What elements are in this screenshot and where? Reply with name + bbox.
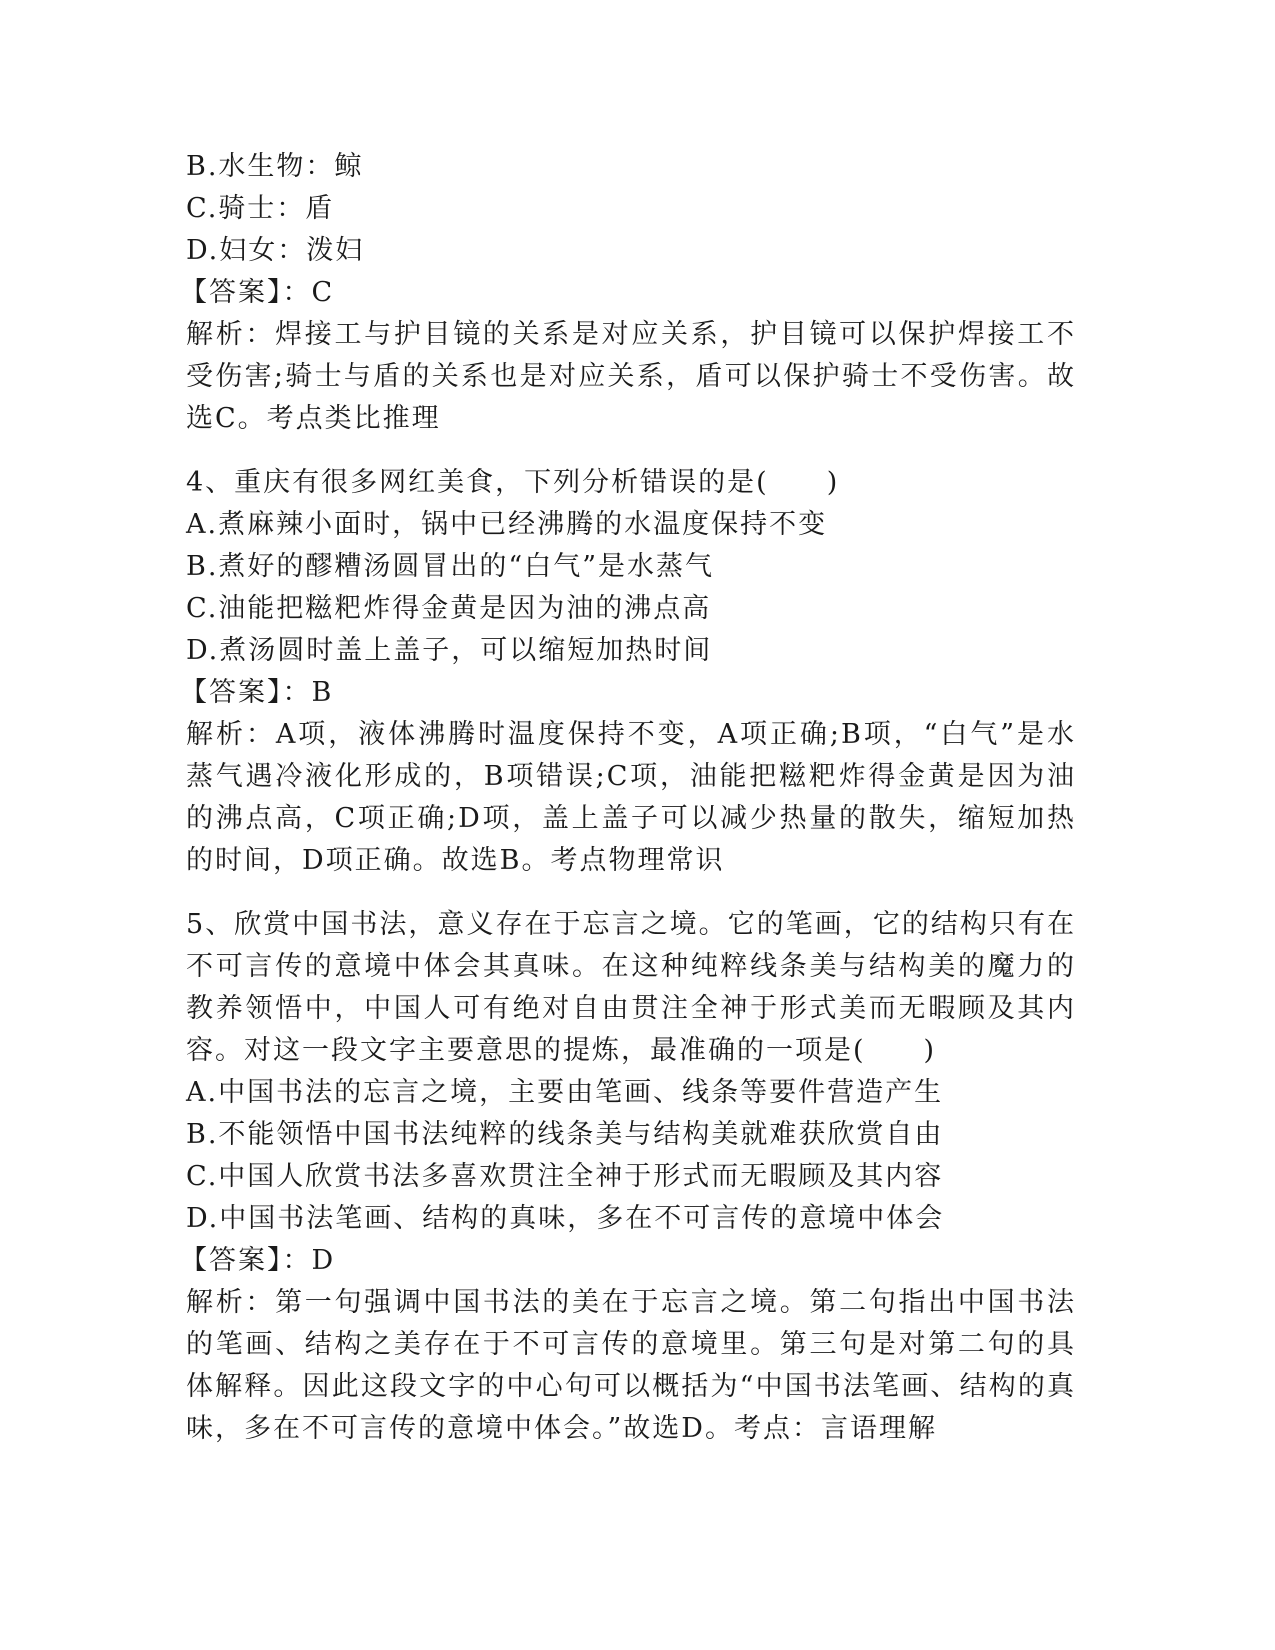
document-body bbox=[180, 146, 1076, 1450]
q5-option-a: A.中国书法的忘言之境，主要由笔画、线条等要件营造产生 bbox=[186, 1077, 944, 1108]
q4-option-a: A.煮麻辣小面时，锅中已经沸腾的水温度保持不变 bbox=[186, 509, 828, 540]
q4-analysis: 解析：A项，液体沸腾时温度保持不变，A项正确;B项，“白气”是水蒸气遇冷液化形成的，B项错误;C项，油能把糍粑炸得金黄是因为油的沸点高，C项正确;D项，盖上盖子可以减少热量的散失，缩短加热的时间，D项正确。故选B。考点物理常识 bbox=[186, 719, 1076, 876]
q3-option-b: B.水生物：鲸 bbox=[186, 151, 364, 182]
q5-option-d: D.中国书法笔画、结构的真味，多在不可言传的意境中体会 bbox=[186, 1203, 945, 1234]
q3-analysis: 解析：焊接工与护目镜的关系是对应关系，护目镜可以保护焊接工不受伤害;骑士与盾的关系也是对应关系，盾可以保护骑士不受伤害。故选C。考点类比推理 bbox=[186, 319, 1076, 434]
q4-option-d: D.煮汤圆时盖上盖子，可以缩短加热时间 bbox=[186, 635, 713, 666]
q5-option-b: B.不能领悟中国书法纯粹的线条美与结构美就难获欣赏自由 bbox=[186, 1119, 944, 1150]
q4-option-c: C.油能把糍粑炸得金黄是因为油的沸点高 bbox=[186, 593, 712, 624]
q5-stem: 5、欣赏中国书法，意义存在于忘言之境。它的笔画，它的结构只有在不可言传的意境中体会其真味。在这种纯粹线条美与结构美的魔力的教养领悟中，中国人可有绝对自由贯注全神于形式美而无暇顾及其内容。对这一段文字主要意思的提炼，最准确的一项是( ) bbox=[186, 909, 1076, 1066]
question-4 bbox=[180, 462, 1076, 882]
q3-answer: 【答案】：C bbox=[180, 277, 335, 308]
q4-option-b: B.煮好的醪糟汤圆冒出的“白气”是水蒸气 bbox=[186, 551, 715, 582]
q3-option-c: C.骑士：盾 bbox=[186, 193, 335, 224]
q5-analysis: 解析：第一句强调中国书法的美在于忘言之境。第二句指出中国书法的笔画、结构之美存在于不可言传的意境里。第三句是对第二句的具体解释。因此这段文字的中心句可以概括为“中国书法笔画、结构的真味，多在不可言传的意境中体会。”故选D。考点：言语理解 bbox=[186, 1287, 1076, 1444]
q5-option-c: C.中国人欣赏书法多喜欢贯注全神于形式而无暇顾及其内容 bbox=[186, 1161, 944, 1192]
q5-answer: 【答案】：D bbox=[180, 1245, 336, 1276]
q4-answer: 【答案】：B bbox=[180, 677, 334, 708]
q4-stem: 4、重庆有很多网红美食，下列分析错误的是( ) bbox=[186, 467, 840, 498]
question-5 bbox=[180, 904, 1076, 1450]
question-3-tail bbox=[180, 146, 1076, 440]
spacer bbox=[186, 882, 1076, 904]
spacer bbox=[186, 440, 1076, 462]
q3-option-d: D.妇女：泼妇 bbox=[186, 235, 365, 266]
